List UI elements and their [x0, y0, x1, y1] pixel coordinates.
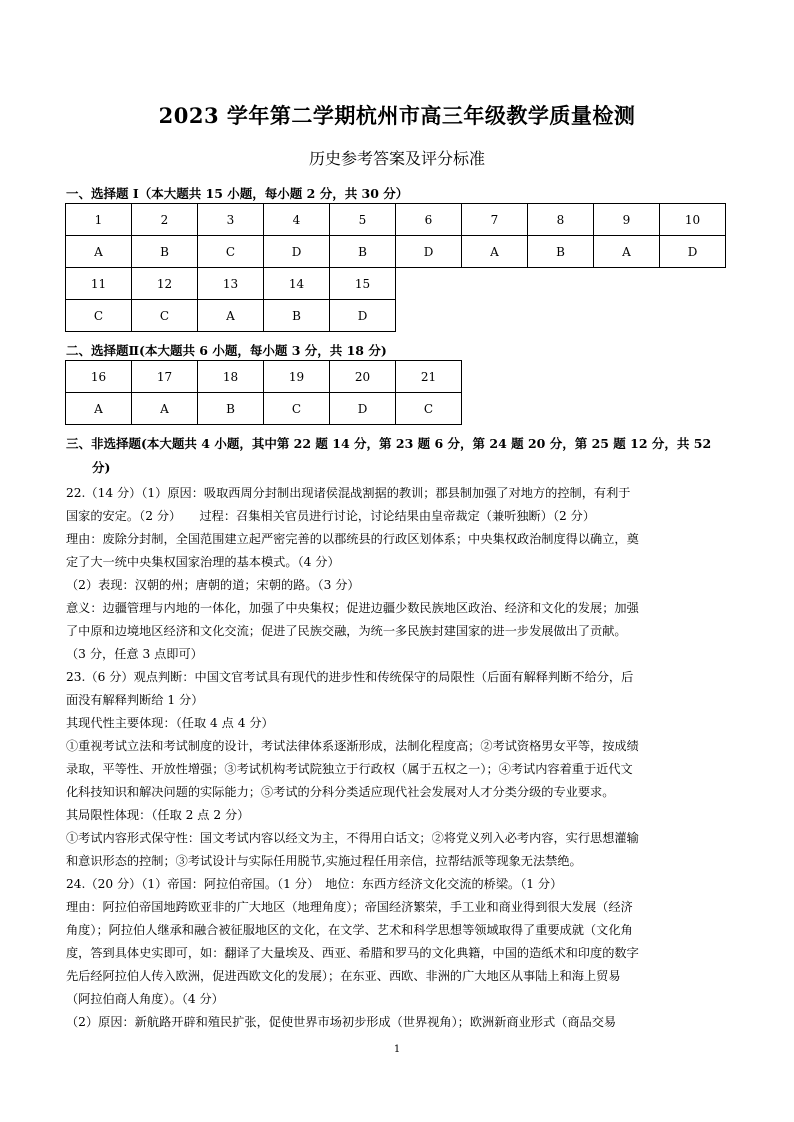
body-line: 先后经阿拉伯人传入欧洲，促进西欧文化的发展）；在东亚、西欧、非洲的广大地区从事陆上和海上贸易: [66, 969, 621, 983]
question-number: 12: [132, 268, 198, 300]
question-number: 15: [330, 268, 396, 300]
empty-cell: [396, 300, 462, 332]
empty-cell: [462, 300, 528, 332]
body-line: 23.（6 分）观点判断：中国文官考试具有现代的进步性和传统保守的局限性（后面有解释判断不给分，后: [66, 670, 634, 684]
answer-cell: C: [66, 300, 132, 332]
empty-cell: [462, 268, 528, 300]
question-number: 19: [264, 361, 330, 393]
empty-cell: [396, 268, 462, 300]
answer-cell: D: [396, 236, 462, 268]
answer-cell: A: [594, 236, 660, 268]
table-row: [66, 204, 726, 236]
body-line: （3 分，任意 3 点即可）: [66, 647, 203, 661]
body-line: （2）表现：汉朝的州；唐朝的道；宋朝的路。（3 分）: [66, 578, 360, 592]
body-line: 定了大一统中央集权国家治理的基本模式。（4 分）: [66, 555, 340, 569]
body-line: 意义：边疆管理与内地的一体化，加强了中央集权；促进边疆少数民族地区政治、经济和文化的发展；加强: [66, 601, 639, 615]
body-line: 度，答到具体史实即可，如：翻译了大量埃及、西亚、希腊和罗马的文化典籍，中国的造纸术和印度的数字: [66, 946, 639, 960]
body-line: 和意识形态的控制；③考试设计与实际任用脱节,实施过程任用亲信，拉帮结派等现象无法禁绝。: [66, 854, 582, 868]
body-line: 24.（20 分）（1）帝国：阿拉伯帝国。（1 分） 地位：东西方经济文化交流的桥梁。（1 分）: [66, 877, 563, 891]
body-line: 录取，平等性、开放性增强；③考试机构考试院独立于行政权（属于五权之一）；④考试内容着重于近代文: [66, 762, 633, 776]
table-row: [66, 393, 462, 425]
body-line: ①考试内容形式保守性：国文考试内容以经文为主，不得用白话文；②将党义列入必考内容，实行思想灌输: [66, 831, 639, 845]
table-row: [66, 268, 726, 300]
section3-heading: 三、非选择题(本大题共 4 小题，其中第 22 题 14 分，第 23 题 6 分，第 24 题 20 分，第 25 题 12 分，共 52: [66, 436, 712, 451]
table-row: [66, 300, 726, 332]
answer-cell: A: [198, 300, 264, 332]
answer-cell: A: [66, 393, 132, 425]
question-number: 18: [198, 361, 264, 393]
body-line: 面没有解释判断给 1 分）: [66, 693, 204, 707]
question-number: 20: [330, 361, 396, 393]
answer-cell: A: [462, 236, 528, 268]
answer-cell: C: [198, 236, 264, 268]
answer-table-1: [65, 203, 726, 332]
question-number: 3: [198, 204, 264, 236]
question-number: 14: [264, 268, 330, 300]
answer-cell: A: [66, 236, 132, 268]
section3-heading-cont: 分): [92, 460, 111, 475]
body-line: 其局限性体现：（任取 2 点 2 分）: [66, 808, 250, 822]
question-number: 5: [330, 204, 396, 236]
section1-heading: 一、选择题 I（本大题共 15 小题，每小题 2 分，共 30 分）: [66, 186, 409, 201]
empty-cell: [528, 300, 594, 332]
table-row: [66, 236, 726, 268]
body-line: 了中原和边境地区经济和文化交流；促进了民族交融，为统一多民族封建国家的进一步发展做出了贡献。: [66, 624, 627, 638]
question-number: 13: [198, 268, 264, 300]
answer-cell: D: [660, 236, 726, 268]
question-number: 8: [528, 204, 594, 236]
question-number: 17: [132, 361, 198, 393]
question-number: 21: [396, 361, 462, 393]
answer-cell: D: [264, 236, 330, 268]
answer-cell: A: [132, 393, 198, 425]
empty-cell: [594, 300, 660, 332]
answer-cell: C: [264, 393, 330, 425]
body-line: 理由：废除分封制，全国范围建立起严密完善的以郡统县的行政区划体系；中央集权政治制度得以确立，奠: [66, 532, 639, 546]
question-number: 10: [660, 204, 726, 236]
section2-heading: 二、选择题Ⅱ(本大题共 6 小题，每小题 3 分，共 18 分): [66, 343, 387, 358]
empty-cell: [594, 268, 660, 300]
body-line: （2）原因：新航路开辟和殖民扩张，促使世界市场初步形成（世界视角）；欧洲新商业形式（商品交易: [66, 1015, 617, 1029]
body-line: 国家的安定。（2 分） 过程：召集相关官员进行讨论，讨论结果由皇帝裁定（兼听独断）（2 分）: [66, 509, 596, 523]
question-number: 4: [264, 204, 330, 236]
answer-cell: B: [330, 236, 396, 268]
answer-cell: C: [132, 300, 198, 332]
answer-cell: D: [330, 393, 396, 425]
page-title: 2023 学年第二学期杭州市高三年级教学质量检测: [158, 103, 636, 128]
answer-cell: B: [264, 300, 330, 332]
table-row: [66, 361, 462, 393]
page-number: 1: [393, 1044, 401, 1055]
question-number: 6: [396, 204, 462, 236]
body-line: ①重视考试立法和考试制度的设计，考试法律体系逐渐形成，法制化程度高；②考试资格男女平等，按成绩: [66, 739, 639, 753]
answer-cell: B: [132, 236, 198, 268]
page-subtitle: 历史参考答案及评分标准: [308, 149, 485, 168]
body-line: 其现代性主要体现：（任取 4 点 4 分）: [66, 716, 274, 730]
answer-cell: C: [396, 393, 462, 425]
body-line: 理由：阿拉伯帝国地跨欧亚非的广大地区（地理角度）；帝国经济繁荣，手工业和商业得到很大发展（经济: [66, 900, 633, 914]
question-number: 2: [132, 204, 198, 236]
body-line: 22.（14 分）（1）原因：吸取西周分封制出现诸侯混战割据的教训；郡县制加强了对地方的控制，有利于: [66, 486, 631, 500]
empty-cell: [528, 268, 594, 300]
empty-cell: [660, 268, 726, 300]
answer-cell: B: [198, 393, 264, 425]
question-number: 11: [66, 268, 132, 300]
question-number: 7: [462, 204, 528, 236]
answer-table-2: [65, 360, 462, 425]
body-line: （阿拉伯商人角度）。（4 分）: [66, 992, 224, 1006]
answer-cell: D: [330, 300, 396, 332]
question-number: 16: [66, 361, 132, 393]
body-line: 化科技知识和解决问题的实际能力；⑤考试的分科分类适应现代社会发展对人才分类分级的专业要求。: [66, 785, 615, 799]
body-line: 角度）；阿拉伯人继承和融合被征服地区的文化，在文学、艺术和科学思想等领域取得了重要成就（文化角: [66, 923, 633, 937]
answer-cell: B: [528, 236, 594, 268]
question-number: 9: [594, 204, 660, 236]
question-number: 1: [66, 204, 132, 236]
empty-cell: [660, 300, 726, 332]
